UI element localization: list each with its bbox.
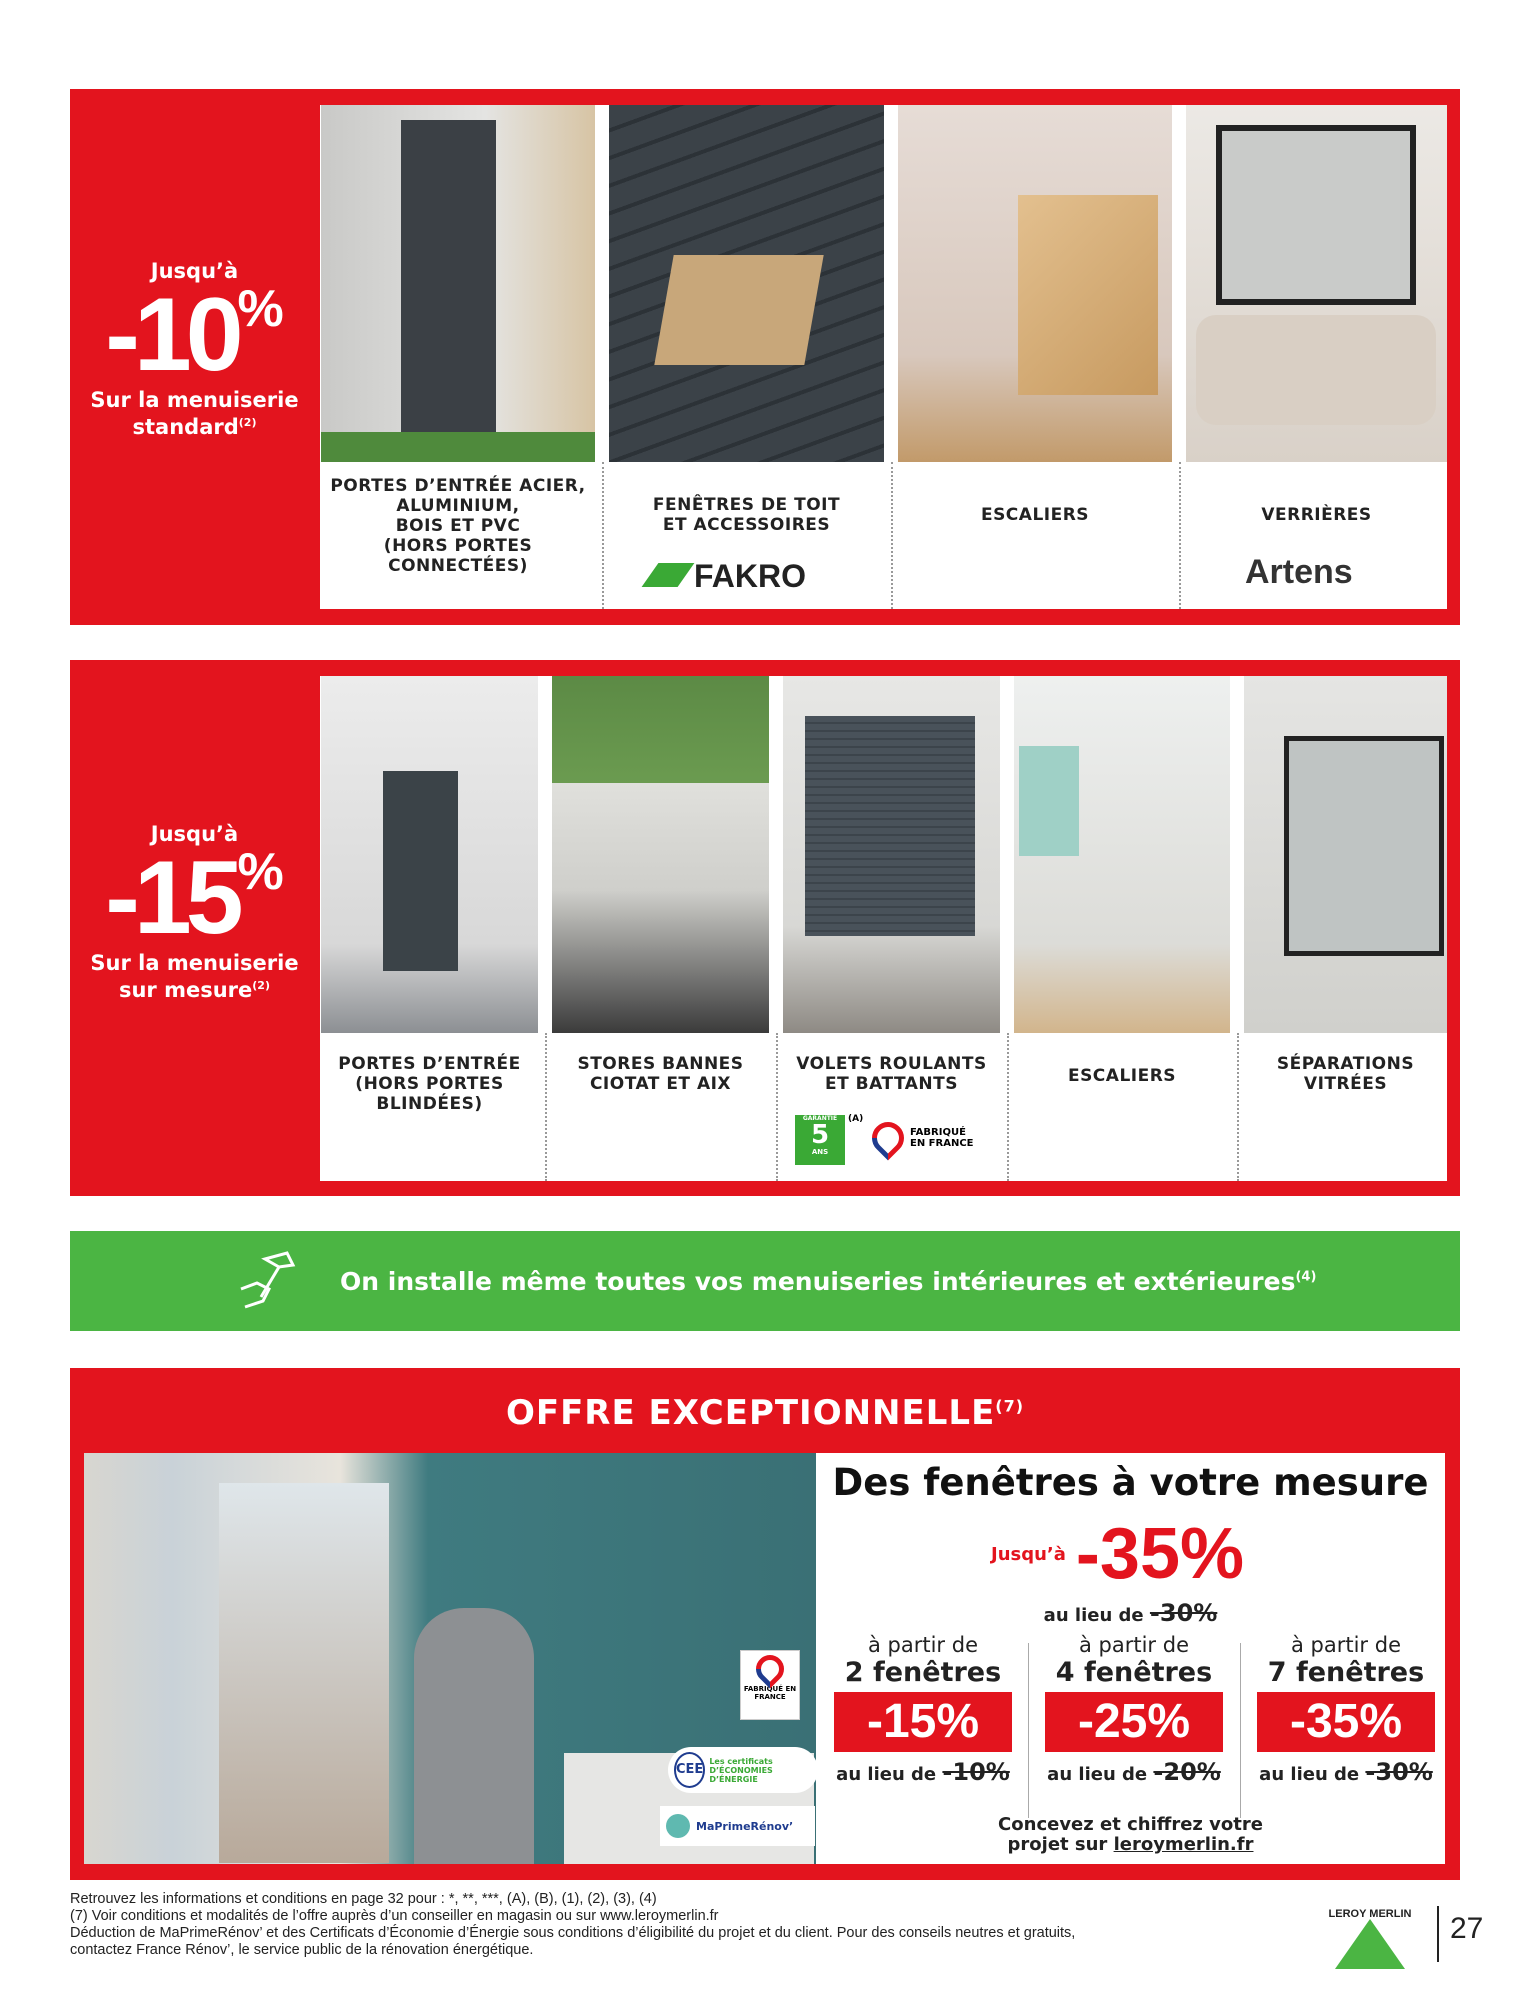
garantie-5-ans-badge: GARANTIE 5 ANS [795,1115,845,1165]
product-label-stores-bannes[interactable]: STORES BANNES CIOTAT ET AIX [577,1054,744,1094]
promo-prefix: Jusqu’à [150,822,239,846]
divider [1028,1643,1029,1818]
installation-banner[interactable] [70,1231,1460,1331]
house-icon [666,1814,690,1838]
offer-title: OFFRE EXCEPTIONNELLE$^{(7)}$ [505,1393,1025,1433]
product-label: ESCALIERS [980,505,1090,525]
footer-legal: Retrouvez les informations et conditions en page 32 pour : *, **, ***, (A), (B), (1), (2), (3), (4) (7) Voir conditions et modalités de l’offre auprès d’un conseiller en magasin ou sur www.leroymerlin.fr Déduction de MaPrimeRénov’ et des Certificats d’Économie d’Énergie sous conditions d’éligibilité du projet et du client. Pour des conseils neutres et gratuits, contactez France Rénov’, le service public de la rénovation énergétique. [70,1891,1076,1958]
product-photo [783,676,1000,1033]
offer-details [816,1453,1445,1864]
product-label-separations[interactable]: SÉPARATIONS VITRÉES [1276,1054,1415,1094]
product-label: VERRIÈRES [1261,505,1372,525]
tier-4-fenetres: à partir de 4 fenêtres -25% au lieu de -20% [1044,1633,1224,1786]
product-label-volets[interactable]: VOLETS ROULANTS ET BATTANTS [796,1054,987,1094]
fabrique-en-france-badge: FABRIQUÉ EN FRANCE [872,1122,980,1154]
garantie-note: (A) [848,1114,864,1124]
promo-10 [70,259,319,442]
divider [1007,1033,1009,1181]
divider [891,462,893,609]
artens-logo: Artens [1245,553,1353,591]
banner-text: On installe même toutes vos menuiseries intérieures et extérieures$^{(4)}$ [340,1266,1317,1296]
location-pin-icon [750,1649,790,1689]
product-label-escaliers[interactable]: ESCALIERS [1067,1066,1177,1086]
offer-photo [84,1453,816,1864]
promo-value: -10% [105,277,284,393]
product-label-portes-entree[interactable]: PORTES D’ENTRÉE (HORS PORTES BLINDÉES) [338,1054,521,1114]
product-label: PORTES D’ENTRÉE ACIER, ALUMINIUM, BOIS ET PVC (HORS PORTES CONNECTÉES) [330,476,586,576]
offer-max-discount: Jusqu’à -35% [991,1514,1245,1594]
svg-text:LEROY MERLIN: LEROY MERLIN [1328,1908,1412,1920]
divider [545,1033,547,1181]
leroymerlin-link[interactable]: leroymerlin.fr [1113,1834,1254,1855]
divider [1237,1033,1239,1181]
product-photo [552,676,769,1033]
offer-cta: Concevez et chiffrez votre projet sur leroymerlin.fr [998,1814,1263,1855]
product-photo [1014,676,1230,1033]
divider [1437,1906,1439,1962]
tier-7-fenetres: à partir de 7 fenêtres -35% au lieu de -30% [1256,1633,1436,1786]
promo-value: -15% [105,840,284,956]
cee-badge: CEE Les certificats D’ÉCONOMIES D’ÉNERGIE [668,1747,818,1793]
maprimerenov-badge: MaPrimeRénov’ [660,1806,815,1846]
product-photo [609,105,884,462]
product-photo [321,105,595,462]
promo-subtitle: Sur la menuiserie sur mesure$^{(2)}$ [90,951,299,1003]
product-label: FENÊTRES DE TOIT ET ACCESSOIRES [652,495,841,535]
promo-prefix: Jusqu’à [150,259,239,283]
page-number: 27 [1450,1912,1484,1945]
divider [776,1033,778,1181]
product-photo [321,676,538,1033]
divider [602,462,604,609]
promo-15 [70,822,319,1005]
promo-subtitle: Sur la menuiserie standard$^{(2)}$ [90,388,299,440]
product-photo [1186,105,1447,462]
fabrique-en-france-badge: FABRIQUÉ EN FRANCE [740,1650,800,1720]
divider [1179,462,1181,609]
product-photo [898,105,1172,462]
divider [1240,1643,1241,1818]
location-pin-icon [865,1115,910,1160]
tier-2-fenetres: à partir de 2 fenêtres -15% au lieu de -10% [833,1633,1013,1786]
offer-old-max: au lieu de -30% [1043,1599,1218,1627]
offer-headline: Des fenêtres à votre mesure [832,1461,1429,1504]
fakro-logo: FAKRO [650,558,806,595]
product-photo [1244,676,1447,1033]
hammer-hand-icon [235,1249,305,1313]
leroy-merlin-logo [1325,1905,1415,1975]
